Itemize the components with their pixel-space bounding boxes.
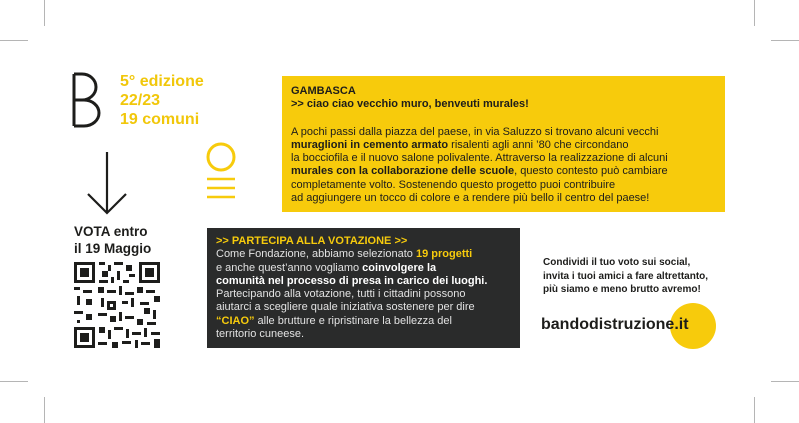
- project-line: A pochi passi dalla piazza del paese, in via Saluzzo si trovano alcuni vecchi: [291, 125, 659, 138]
- crop-mark: [771, 381, 799, 382]
- crop-mark: [0, 381, 28, 382]
- vote-deadline-line1: VOTA entro: [74, 224, 148, 239]
- vote-line: [216, 315, 511, 328]
- crop-mark: [0, 40, 28, 41]
- project-description-box: [282, 76, 725, 212]
- vote-info-box: [207, 228, 520, 348]
- project-line-text: , questo contesto può cambiare: [514, 165, 668, 178]
- project-highlight: muraglioni in cemento armato: [291, 138, 449, 151]
- vote-heading: >> PARTECIPA ALLA VOTAZIONE >>: [216, 235, 408, 247]
- edition-number: 5° edizione: [120, 73, 204, 90]
- vote-line: comunità nel processo di presa in carico dei luoghi.: [216, 274, 488, 287]
- social-line: più siamo e meno brutto avremo!: [543, 284, 701, 295]
- project-body: [291, 126, 716, 206]
- vote-highlight: “CIAO”: [216, 314, 255, 327]
- project-subtitle: >> ciao ciao vecchio muro, benveuti murales!: [291, 98, 529, 111]
- crop-mark: [44, 0, 45, 26]
- edition-year: 22/23: [120, 92, 161, 109]
- edition-towns: 19 comuni: [120, 111, 200, 128]
- project-line-text: risalenti agli anni ’80 che circondano: [448, 138, 629, 151]
- project-line: [291, 165, 716, 178]
- crop-mark: [771, 40, 799, 41]
- vote-line: territorio cuneese.: [216, 328, 305, 341]
- edition-info: [120, 72, 204, 129]
- qr-code-icon[interactable]: [74, 262, 160, 353]
- vote-deadline-line2: il 19 Maggio: [74, 241, 152, 256]
- arrow-down-icon: [86, 152, 128, 221]
- circle-lines-symbol-icon: [204, 142, 238, 211]
- vote-line-text: e anche quest’anno vogliamo: [216, 261, 363, 274]
- website-link[interactable]: bandodistruzione.it: [541, 316, 689, 333]
- crop-mark: [754, 0, 755, 26]
- vote-line-text: Come Fondazione, abbiamo selezionato: [216, 248, 416, 261]
- vote-deadline: [74, 223, 151, 257]
- vote-line: [216, 262, 511, 275]
- project-line: [291, 139, 716, 152]
- vote-highlight: coinvolgere la: [362, 261, 437, 274]
- social-line: Condividi il tuo voto sui social,: [543, 257, 691, 268]
- project-highlight: murales con la collaborazione delle scuole: [291, 165, 515, 178]
- social-line: invita i tuoi amici a fare altrettanto,: [543, 270, 709, 282]
- vote-line: Partecipando alla votazione, tutti i cittadini possono: [216, 288, 466, 301]
- project-line: ad aggiungere un tocco di colore e a rendere più bello il centro del paese!: [291, 192, 650, 205]
- crop-mark: [44, 397, 45, 423]
- vote-highlight: 19 progetti: [415, 248, 473, 261]
- social-share-text: [543, 256, 708, 297]
- vote-line: aiutarci a scegliere quale iniziativa sostenere per dire: [216, 301, 475, 314]
- vote-line-text: alle brutture e ripristinare la bellezza del: [254, 314, 452, 327]
- project-line: completamente volto. Sostenendo questo progetto puoi contribuire: [291, 178, 616, 191]
- project-line: la bocciofila e il nuovo salone polivalente. Attraverso la realizzazione di alcuni: [291, 152, 668, 165]
- vote-line: [216, 248, 511, 261]
- b-logo-icon: [70, 72, 106, 133]
- project-title: GAMBASCA: [291, 85, 356, 97]
- crop-mark: [754, 397, 755, 423]
